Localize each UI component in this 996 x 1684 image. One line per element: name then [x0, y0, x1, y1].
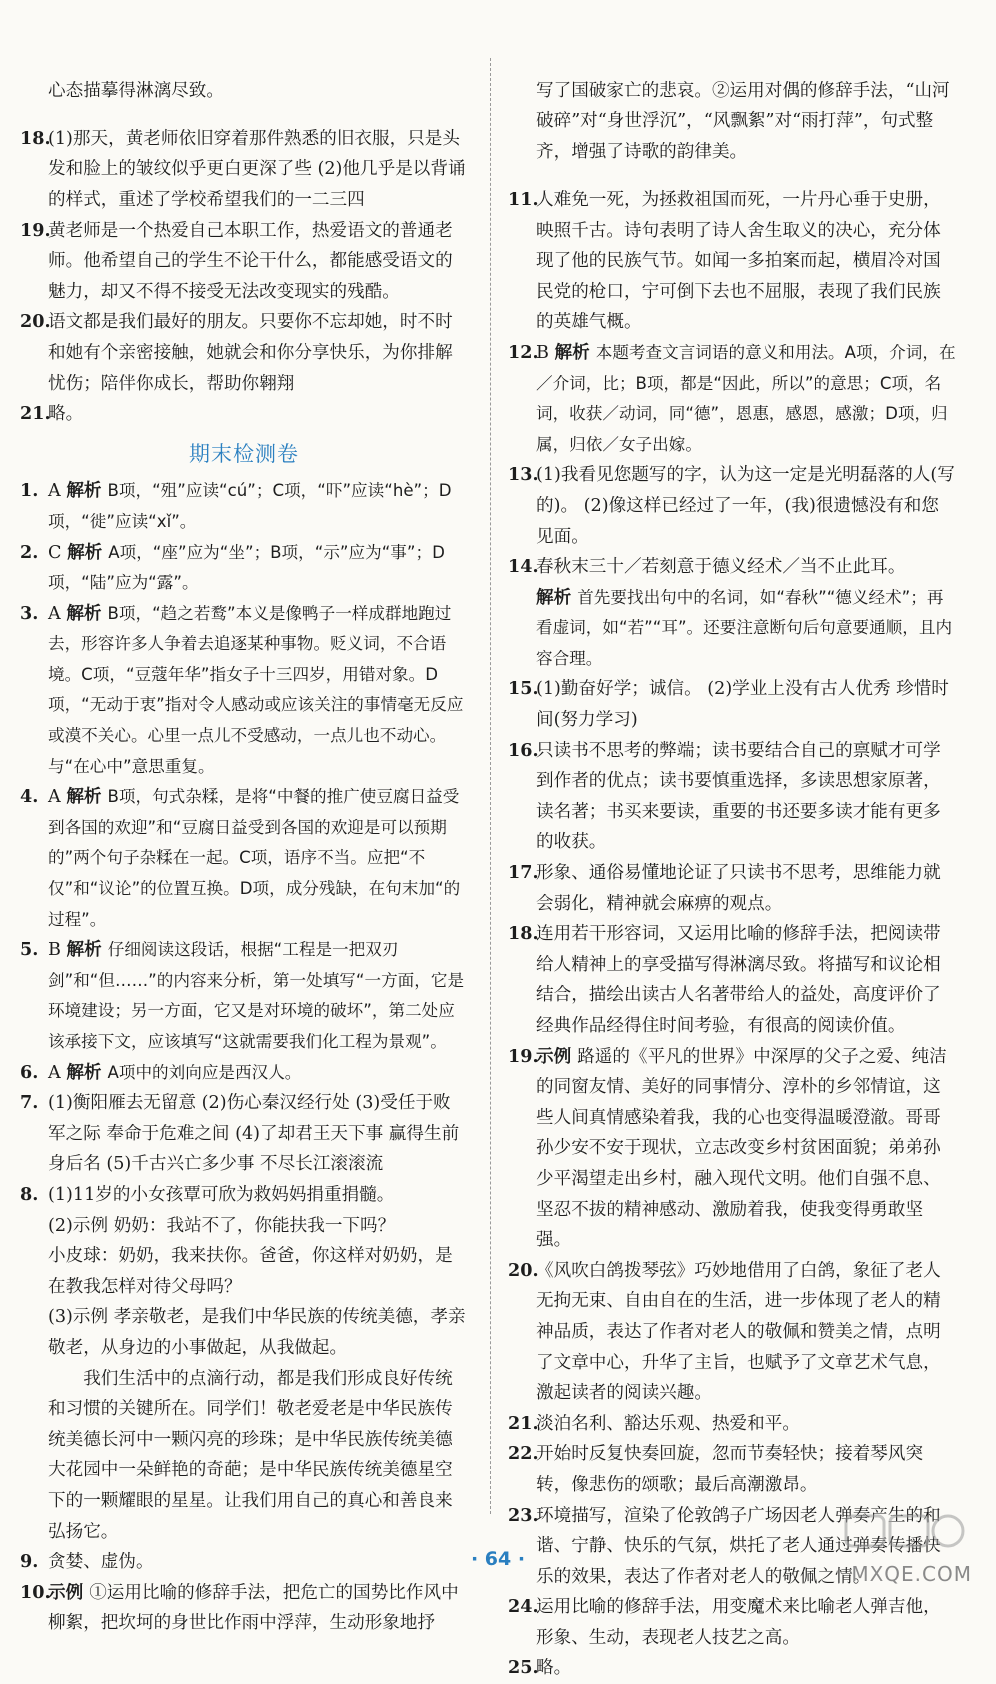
column-divider — [490, 58, 491, 1514]
answer-item-19 — [20, 216, 468, 308]
item-number: 6. — [20, 1061, 39, 1083]
item-number: 18. — [20, 127, 51, 149]
answer-text: 连用若干形容词，又运用比喻的修辞手法，把阅读带给人精神上的享受描写得淋漓尽致。将描写和议论相结合，描绘出读古人名著带给人的益处，高度评价了经典作品经得住时间考验，有很高的阅读价值。 — [536, 924, 941, 1036]
answer-item-12 — [508, 338, 956, 460]
answer-text: (1)那天，黄老师依旧穿着那件熟悉的旧衣服，只是头发和脸上的皱纹似乎更白更深了些 (2)他几乎是以背诵的样式，重述了学校希望我们的一二三四 — [48, 128, 466, 210]
answer-text: 形象、通俗易懂地论证了只读书不思考，思维能力就会弱化，精神就会麻痹的观点。 — [536, 863, 941, 914]
answer-item-3 — [20, 599, 468, 783]
item-number: 2. — [20, 541, 39, 563]
left-column — [20, 58, 468, 1639]
item-number: 1. — [20, 480, 39, 502]
analysis-tag: 解析 — [554, 342, 590, 363]
answer-item-17 — [508, 858, 956, 919]
answer-text: (1)我看见您题写的字，认为这一定是光明磊落的人(写的)。 (2)像这样已经过了一年，(我)很遗憾没有和您见面。 — [536, 465, 955, 547]
item-number: 7. — [20, 1092, 39, 1114]
choice-answer: A — [48, 603, 61, 624]
choice-answer: A — [48, 787, 61, 808]
analysis-text: 仔细阅读这段话，根据“工程是一把双刃剑”和“但……”的内容来分析，第一处填写“一方面，它是环境建设；另一方面，它又是对环境的破坏”，第二处应该承接下文，应该填写“这就需要我们化工程为景观”。 — [48, 940, 465, 1051]
item-number: 19. — [508, 1045, 539, 1067]
item-number: 10. — [20, 1581, 51, 1603]
answer-item-21b — [508, 1409, 956, 1440]
item-number: 21. — [508, 1412, 539, 1434]
choice-answer: B — [48, 940, 61, 961]
item-number: 11. — [508, 188, 539, 210]
analysis-text: 本题考查文言词语的意义和用法。A项，介词，在／介词，比；B项，都是“因此，所以”的意思；C项，名词，收获／动词，同“德”，恩惠，感恩，感激；D项，归属，归依／女子出嫁。 — [536, 342, 956, 454]
answer-item-8 — [20, 1180, 468, 1547]
answer-item-18 — [20, 124, 468, 216]
answer-text: 贪婪、虚伪。 — [48, 1552, 154, 1573]
example-tag: 示例 — [536, 1046, 572, 1067]
answer-item-22 — [508, 1439, 956, 1500]
choice-answer: A — [48, 481, 61, 502]
answer-continuation: 写了国破家亡的悲哀。②运用对偶的修辞手法，“山河破碎”对“身世浮沉”，“风飘絮”对“雨打萍”，句式整齐，增强了诗歌的韵律美。 — [536, 80, 950, 162]
answer-text: 略。 — [48, 404, 84, 425]
analysis-text: B项，句式杂糅，是将“中餐的推广使豆腐日益受到各国的欢迎”和“豆腐日益受到各国的欢迎是可以预期的”两个句子杂糅在一起。C项，语序不当。应把“不仅”和“议论”的位置互换。D项，成分残缺，在句末加“的过程”。 — [48, 787, 461, 929]
item-number: 25. — [508, 1657, 539, 1679]
choice-answer: C — [48, 542, 62, 563]
answer-text: 语文都是我们最好的朋友。只要你不忘却她，时不时和她有个亲密接触，她就会和你分享快乐，为你排解忧伤；陪伴你成长，帮助你翱翔 — [48, 312, 453, 394]
example-tag: 示例 — [48, 1582, 84, 1603]
answer-item-20b — [508, 1256, 956, 1409]
answer-text: (1)勤奋好学；诚信。 (2)学业上没有古人优秀 珍惜时间(努力学习) — [536, 679, 949, 731]
answer-text: 淡泊名利、豁达乐观、热爱和平。 — [536, 1413, 800, 1434]
answer-text: 只读书不思考的弊端；读书要结合自己的禀赋才可学到作者的优点；读书要慎重选择，多读思想家原著，读名著；书买来要读，重要的书还要多读才能有更多的收获。 — [536, 740, 941, 853]
answer-item-18b — [508, 919, 956, 1041]
choice-answer: A — [48, 1062, 61, 1083]
answer-continuation: 心态描摹得淋漓尽致。 — [48, 80, 224, 101]
answer-item-16 — [508, 736, 956, 858]
answer-item-4 — [20, 782, 468, 935]
right-column — [508, 58, 956, 1684]
answer-text: (1)衡阳雁去无留意 (2)伤心秦汉经行处 (3)受任于败军之际 奉命于危难之间 (4)了却君王天下事 赢得生前身后名 (5)千古兴亡多少事 不尽长江滚滚流 — [48, 1093, 460, 1175]
item-number: 8. — [20, 1183, 39, 1205]
item-number: 12. — [508, 341, 539, 363]
answer-text: 运用比喻的修辞手法，用变魔术来比喻老人弹吉他，形象、生动，表现老人技艺之高。 — [536, 1597, 941, 1648]
analysis-tag: 解析 — [66, 1062, 102, 1083]
answer-text: 环境描写，渲染了伦敦鸽子广场因老人弹奏产生的和谐、宁静、快乐的气氛，烘托了老人通过弹奏传播快乐的效果，表达了作者对老人的敬佩之情。 — [536, 1505, 941, 1587]
answer-item-21 — [20, 399, 468, 430]
answer-text: 春秋末三十／若刻意于德义经术／当不止此耳。 — [536, 557, 906, 578]
item-number: 3. — [20, 602, 39, 624]
answer-item-1 — [20, 476, 468, 537]
item-number: 15. — [508, 678, 539, 700]
answer-text: 路遥的《平凡的世界》中深厚的父子之爱、纯洁的同窗友情、美好的同事情分、淳朴的乡邻情谊，这些人间真情感染着我，我的心也变得温暖澄澈。哥哥孙少安不安于现状，立志改变乡村贫困面貌；弟弟孙少平渴望走出乡村，融入现代文明。他们自强不息、坚忍不拔的精神感动、激励着我，使我变得勇敢坚强。 — [536, 1046, 947, 1251]
answer-item-7 — [20, 1088, 468, 1180]
item-number: 13. — [508, 464, 539, 486]
item-number: 23. — [508, 1504, 539, 1526]
choice-answer: B — [536, 342, 549, 363]
answer-item-20 — [20, 307, 468, 399]
watermark-text: MXQE.COM — [851, 1562, 972, 1586]
analysis-text: 首先要找出句中的名词，如“春秋”“德义经术”；再看虚词，如“若”“耳”。还要注意断句后句意要通顺，且内容合理。 — [536, 587, 953, 668]
answer-item-15 — [508, 674, 956, 735]
item-number: 14. — [508, 556, 539, 578]
analysis-tag: 解析 — [536, 587, 572, 608]
answer-part-2: (2)示例 奶奶：我站不了，你能扶我一下吗？ — [48, 1215, 396, 1236]
item-number: 9. — [20, 1551, 39, 1573]
answer-item-19b — [508, 1042, 956, 1256]
item-number: 17. — [508, 862, 539, 884]
item-number: 18. — [508, 923, 539, 945]
analysis-text: B项，“殂”应读“cú”；C项，“吓”应读“hè”；D项，“徙”应读“xǐ”。 — [48, 481, 452, 531]
item-number: 21. — [20, 403, 51, 425]
analysis-tag: 解析 — [66, 787, 102, 808]
item-number: 20. — [508, 1259, 539, 1281]
answer-item-14 — [508, 552, 956, 674]
item-number: 19. — [20, 219, 51, 241]
analysis-text: B项，“趋之若鹜”本义是像鸭子一样成群地跑过去，形容许多人争着去追逐某种事物。贬义词，不合语境。C项，“豆蔻年华”指女子十三四岁，用错对象。D项，“无动于衷”指对令人感动或应该关注的事情毫无反应或漠不关心。心里一点儿不受感动，一点儿也不动心。与“在心中”意思重复。 — [48, 603, 464, 776]
answer-part-4: (3)示例 孝亲敬老，是我们中华民族的传统美德，孝亲敬老，从身边的小事做起，从我做起。 — [48, 1307, 466, 1358]
section-title: 期末检测卷 — [189, 441, 299, 466]
analysis-text: A项，“座”应为“坐”；B项，“示”应为“事”；D项，“陆”应为“露”。 — [48, 542, 445, 593]
answer-text: 《风吹白鸽拨琴弦》巧妙地借用了白鸽，象征了老人无拘无束、自由自在的生活，进一步体现了老人的精神品质，表达了作者对老人的敬佩和赞美之情，点明了文章中心，升华了主旨，也赋予了文章艺术气息，激起读者的阅读兴趣。 — [536, 1260, 941, 1404]
analysis-tag: 解析 — [67, 542, 103, 563]
answer-text: 略。 — [536, 1658, 572, 1679]
answer-item-2 — [20, 538, 468, 599]
answer-part-3: 小皮球：奶奶，我来扶你。爸爸，你这样对奶奶，是在教我怎样对待父母吗？ — [48, 1246, 453, 1297]
answer-item-24 — [508, 1592, 956, 1653]
answer-text: 黄老师是一个热爱自己本职工作，热爱语文的普通老师。他希望自己的学生不论干什么，都能感受语文的魅力，却又不得不接受无法改变现实的残酷。 — [48, 220, 453, 302]
item-number: 24. — [508, 1596, 539, 1618]
item-number: 16. — [508, 739, 539, 761]
answer-item-10 — [20, 1578, 468, 1639]
item-number: 22. — [508, 1443, 539, 1465]
item-number: 20. — [20, 311, 51, 333]
answer-item-6 — [20, 1058, 468, 1089]
page-number: · 64 · — [470, 1548, 526, 1570]
item-number: 4. — [20, 786, 39, 808]
answer-text: 人难免一死，为拯救祖国而死，一片丹心垂于史册，映照千古。诗句表明了诗人舍生取义的决心，充分体现了他的民族气节。如闻一多拍案而起，横眉冷对国民党的枪口，宁可倒下去也不屈服，表现了我们民族的英雄气概。 — [536, 189, 941, 333]
answer-item-25 — [508, 1653, 956, 1684]
answer-text: 开始时反复快奏回旋，忽而节奏轻快；接着琴风突转，像悲伤的颂歌；最后高潮激昂。 — [536, 1444, 924, 1495]
analysis-tag: 解析 — [66, 603, 102, 624]
answer-part-1: (1)11岁的小女孩覃可欣为救妈妈捐重捐髓。 — [48, 1184, 395, 1205]
answer-item-11 — [508, 185, 956, 338]
analysis-tag: 解析 — [66, 940, 102, 961]
answer-item-13 — [508, 460, 956, 552]
analysis-text: A项中的刘向应是西汉人。 — [107, 1062, 302, 1082]
answer-part-5: 我们生活中的点滴行动，都是我们形成良好传统和习惯的关键所在。同学们！敬老爱老是中华民族传统美德长河中一颗闪亮的珍珠；是中华民族传统美德大花园中一朵鲜艳的奇葩；是中华民族传统美德星空下的一颗耀眼的星星。让我们用自己的真心和善良来弘扬它。 — [48, 1368, 453, 1542]
answer-item-5 — [20, 935, 468, 1057]
item-number: 5. — [20, 939, 39, 961]
answer-text: ①运用比喻的修辞手法，把危亡的国势比作风中柳絮，把坎坷的身世比作雨中浮萍，生动形象地抒 — [48, 1582, 459, 1634]
analysis-tag: 解析 — [66, 481, 102, 502]
